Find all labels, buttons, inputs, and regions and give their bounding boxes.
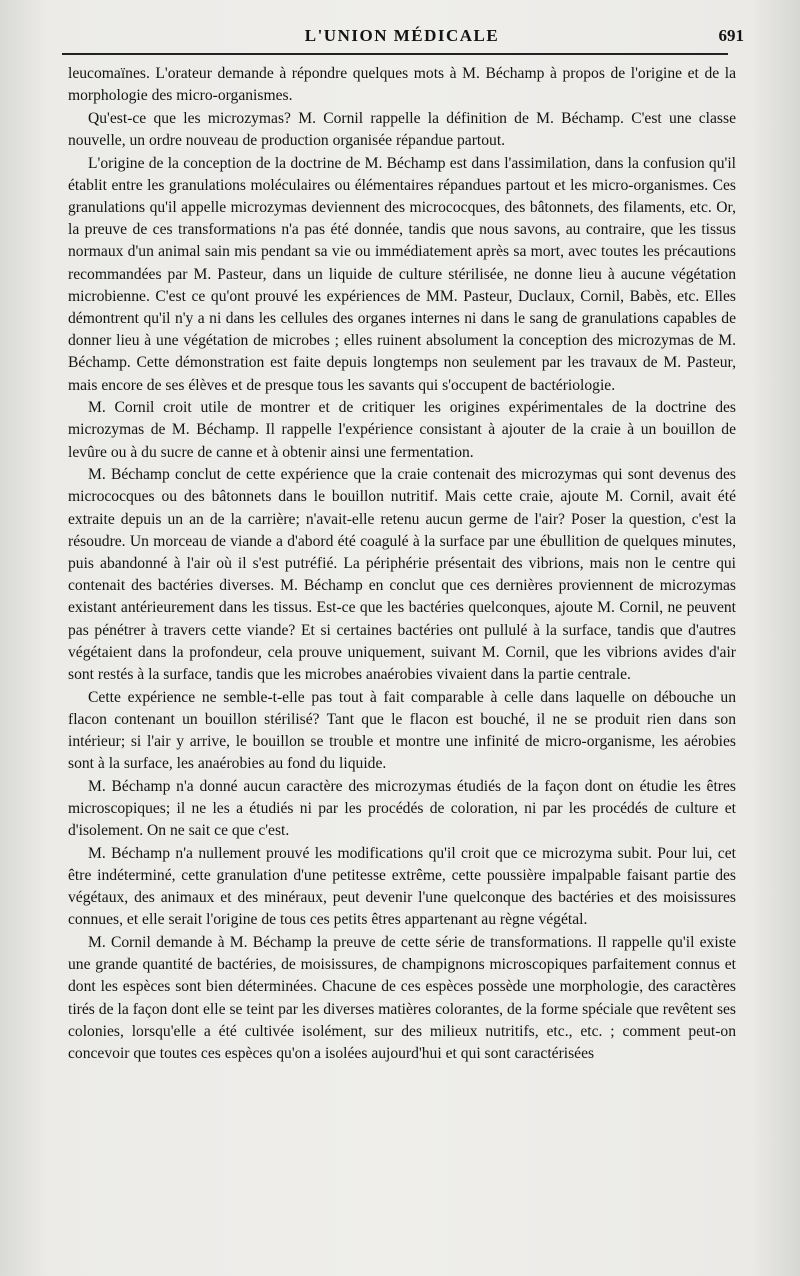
paragraph-3: L'origine de la conception de la doctrine de M. Béchamp est dans l'assimilation, dans la confusion qu'il établit entre les granulations moléculaires ou élémentaires répandues partout et les micro-organismes. Ces granulations qu'il appelle microzymas deviennent des micrococques, des bâtonnets, des filaments, etc. Or, la preuve de ces transformations n'a pas été donnée, tandis que nous savons, au contraire, que les tissus normaux d'un animal sain mis pendant sa vie ou immédiatement après sa mort, avec toutes les précautions recommandées par M. Pasteur, dans un liquide de culture stérilisée, ne donne lieu à aucune végétation microbienne. C'est ce qu'ont prouvé les expériences de MM. Pasteur, Duclaux, Cornil, Babès, etc. Elles démontrent qu'il n'y a ni dans les cellules des organes internes ni dans le sang de granulations capables de donner lieu à une végétation de microbes ; elles ruinent absolument la conception des microzymas de M. Béchamp. Cette démonstration est faite depuis longtemps non seulement par les travaux de M. Pasteur, mais encore de ses élèves et de presque tous les savants qui s'occupent de bactériologie. xyxy=(68,154,736,394)
body-text xyxy=(68,63,736,1065)
running-header xyxy=(68,24,744,48)
paragraph-4: M. Cornil croit utile de montrer et de critiquer les origines expérimentales de la doctrine des microzymas de M. Béchamp. Il rappelle l'expérience consistant à ajouter de la craie à un bouillon de levûre ou à du sucre de canne et à obtenir ainsi une fermentation. xyxy=(68,399,736,461)
header-rule xyxy=(62,53,728,55)
paragraph-8: M. Béchamp n'a nullement prouvé les modifications qu'il croit que ce microzyma subit. Pour lui, cet être indéterminé, cette granulation d'une petitesse extrême, cette poussière impalpable faisant partie des végétaux, des animaux et des minéraux, peut devenir l'une quelconque des bactéries et des moisissures connues, et elle serait l'origine de tous ces petits êtres appartenant au règne végétal. xyxy=(68,844,736,929)
paragraph-6: Cette expérience ne semble-t-elle pas tout à fait comparable à celle dans laquelle on débouche un flacon contenant un bouillon stérilisé? Tant que le flacon est bouché, il ne se produit rien dans son intérieur; si l'air y arrive, le bouillon se trouble et montre une infinité de micro-organisme, les aérobies sont à la surface, les anaérobies au fond du liquide. xyxy=(68,688,736,773)
paragraph-2: Qu'est-ce que les microzymas? M. Cornil rappelle la définition de M. Béchamp. C'est une classe nouvelle, un ordre nouveau de production organisée répandue partout. xyxy=(68,109,736,149)
paragraph-7: M. Béchamp n'a donné aucun caractère des microzymas étudiés de la façon dont on étudie les êtres microscopiques; il ne les a étudiés ni par les procédés de coloration, ni par les procédés de culture et d'isolement. On ne sait ce que c'est. xyxy=(68,777,736,840)
paragraph-1: leucomaïnes. L'orateur demande à répondre quelques mots à M. Béchamp à propos de l'origine et de la morphologie des micro-organismes. xyxy=(68,65,736,105)
page-number: 691 xyxy=(718,26,744,45)
paragraph-5: M. Béchamp conclut de cette expérience que la craie contenait des microzymas qui sont devenus des micrococques ou des bâtonnets dans le bouillon nutritif. Mais cette craie, ajoute M. Cornil, avait été extraite depuis un an de la carrière; n'avait-elle retenu aucun germe de l'air? Poser la question, c'est la résoudre. Un morceau de viande a d'abord été coagulé à la surface par une ébullition de quelques minutes, puis abandonné à l'air où il s'est putréfié. La périphérie présentait des vibrions, mais non le centre qui contenait des bactéries diverses. M. Béchamp en conclut que ces dernières proviennent de microzymas existant antérieurement dans les tissus. Est-ce que les bactéries quelconques, ajoute M. Cornil, ne peuvent pas pénétrer à travers cette viande? Et si certaines bactéries ont pullulé à la surface, tandis que d'autres végétaient dans la profondeur, cela prouve uniquement, suivant M. Cornil, que les vibrions avides d'air sont restés à la surface, tandis que les microbes anaérobies vivaient dans la partie centrale. xyxy=(68,466,736,684)
paragraph-9: M. Cornil demande à M. Béchamp la preuve de cette série de transformations. Il rappelle qu'il existe une grande quantité de bactéries, de moisissures, de champignons microscopiques parfaitement connus et dont les espèces sont bien déterminées. Chacune de ces espèces possède une morphologie, des caractères tirés de la façon dont elle se teint par les diverses matières colorantes, de la forme spéciale que revêtent ses colonies, lorsqu'elle a été cultivée isolément, sur des milieux nutritifs, etc., etc. ; comment peut-on concevoir que toutes ces espèces qu'on a isolées aujourd'hui et qui sont caractérisées xyxy=(68,934,736,1063)
journal-title: L'UNION MÉDICALE xyxy=(304,26,500,45)
